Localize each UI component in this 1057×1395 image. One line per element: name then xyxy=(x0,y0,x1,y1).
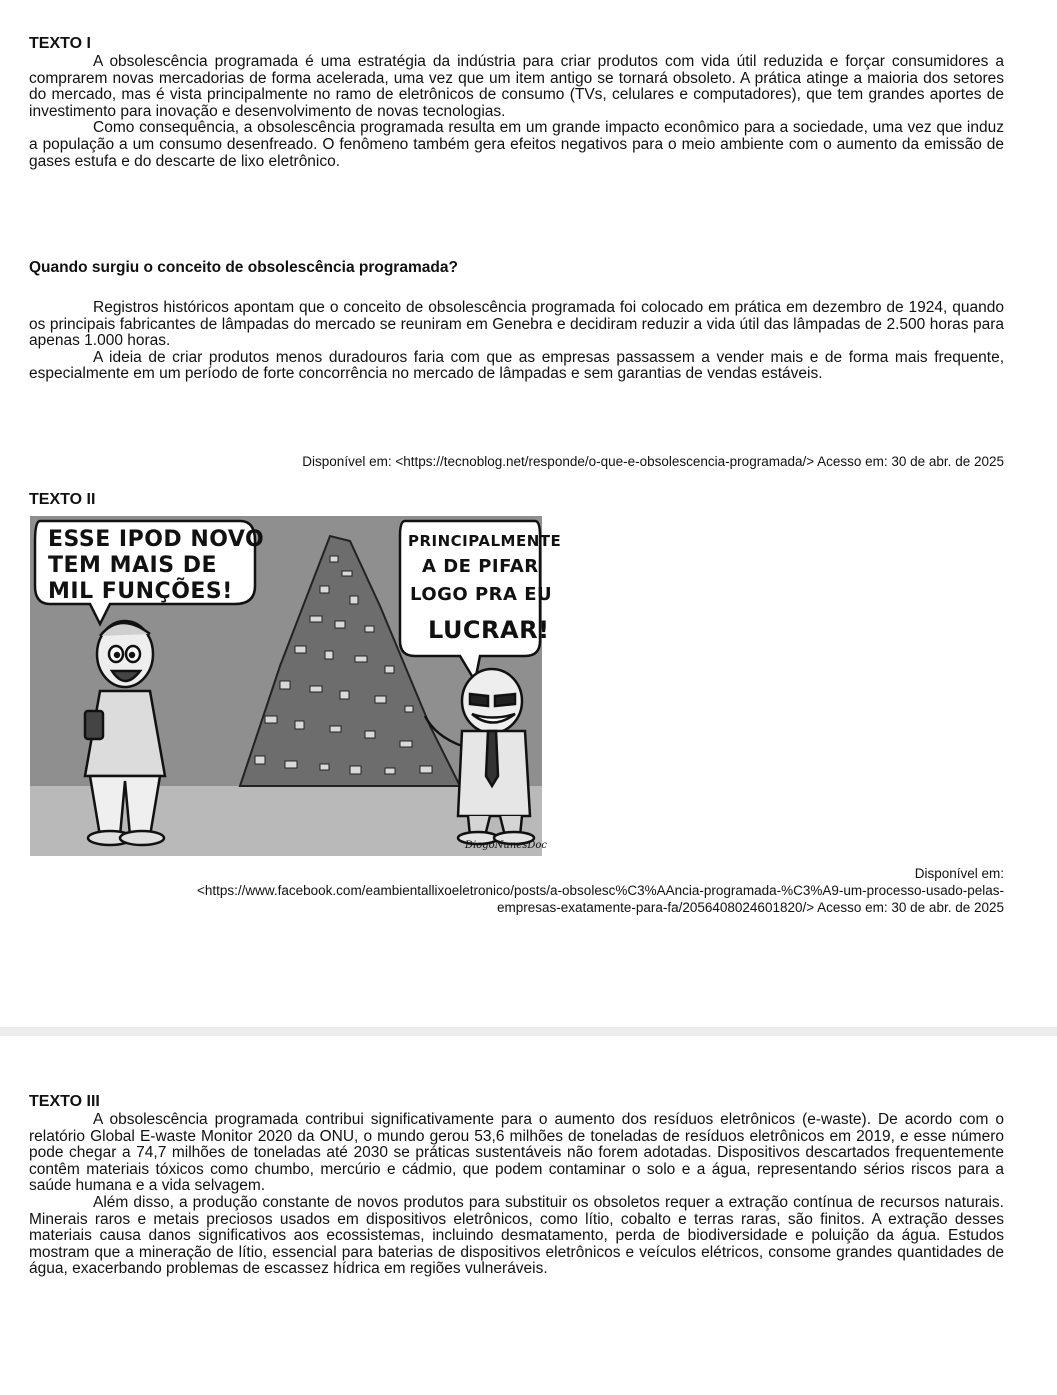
texto-3-paragraph-1: A obsolescência programada contribui significativamente para o aumento dos resíduos eletrônicos (e-waste). De acordo com o relatório Global E-waste Monitor 2020 da ONU, o mundo gerou 53,6 milhões de toneladas de resíduos eletrônicos em 2019, e esse número pode chegar a 74,7 milhões de toneladas até 2030 se práticas sustentáveis não forem adotadas. Dispositivos descartados frequentemente contêm materiais tóxicos como chumbo, mercúrio e cádmio, que podem contaminar o solo e a água, representando sérios riscos para a saúde humana e a vida selvagem. xyxy=(29,1111,1004,1195)
texto-2-heading: TEXTO II xyxy=(29,491,96,508)
texto-1-history xyxy=(29,300,1004,383)
texto-2-source-url-2: empresas-exatamente-para-fa/2056408024601820/> Acesso em: 30 de abr. de 2025 xyxy=(497,900,1004,915)
bubble-right-line-4: LUCRAR! xyxy=(428,616,550,644)
texto-3-paragraph-2: Além disso, a produção constante de novos produtos para substituir os obsoletos requer a extração contínua de recursos naturais. Minerais raros e metais preciosos usados em dispositivos eletrônicos, como lítio, cobalto e terras raras, são finitos. A extração desses materiais causa danos significativos aos ecossistemas, incluindo desmatamento, perda de biodiversidade e poluição da água. Estudos mostram que a mineração de lítio, essencial para baterias de dispositivos eletrônicos e veículos elétricos, consome grandes quantidades de água, exacerbando problemas de escassez hídrica em regiões vulneráveis. xyxy=(29,1193,1004,1278)
texto-2-source-label: Disponível em: xyxy=(914,866,1004,881)
bubble-left-line-2: TEM MAIS DE xyxy=(48,553,217,578)
cartoon-image xyxy=(30,516,562,856)
texto-1-source: Disponível em: <https://tecnoblog.net/responde/o-que-e-obsolescencia-programada/> Acesso em: 30 de abr. de 2025 xyxy=(302,454,1004,469)
bubble-right-line-3: LOGO PRA EU xyxy=(410,584,553,605)
bubble-right-line-2: A DE PIFAR xyxy=(422,556,539,577)
cartoon-illustration xyxy=(30,516,562,856)
texto-3-section xyxy=(29,1092,1004,1278)
texto-1-paragraph-3: Registros históricos apontam que o conceito de obsolescência programada foi colocado em prática em dezembro de 1924, quando os principais fabricantes de lâmpadas do mercado se reuniram em Genebra e decidiram reduzir a vida útil das lâmpadas de 2.500 horas para apenas 1.000 horas. xyxy=(29,299,1004,350)
bubble-left-line-3: MIL FUNÇÕES! xyxy=(48,579,233,604)
cartoon-signature: DiogoNunesDoc xyxy=(465,840,547,851)
texto-1-heading: TEXTO I xyxy=(29,35,91,52)
texto-3-heading: TEXTO III xyxy=(29,1093,100,1110)
page-divider xyxy=(0,1027,1057,1036)
texto-1-section xyxy=(29,34,1004,170)
texto-1-subheading: Quando surgiu o conceito de obsolescência programada? xyxy=(29,259,458,276)
bubble-right-line-1: PRINCIPALMENTE xyxy=(408,532,562,550)
bubble-left-line-1: ESSE IPOD NOVO xyxy=(48,527,265,552)
texto-1-paragraph-2: Como consequência, a obsolescência programada resulta em um grande impacto econômico para a sociedade, uma vez que induz a população a um consumo desenfreado. O fenômeno também gera efeitos negativos para o meio ambiente com o aumento da emissão de gases estufa e do descarte de lixo eletrônico. xyxy=(29,119,1004,170)
texto-2-source-url-1: <https://www.facebook.com/eambientallixoeletronico/posts/a-obsolesc%C3%AAncia-programada-%C3%A9-um-processo-usado-pelas- xyxy=(196,883,1004,898)
texto-1-paragraph-1: A obsolescência programada é uma estratégia da indústria para criar produtos com vida útil reduzida e forçar consumidores a comprarem novas mercadorias de forma acelerada, uma vez que um item antigo se tornará obsoleto. A prática atinge a maioria dos setores do mercado, mas é vista principalmente no ramo de eletrônicos de consumo (TVs, celulares e computadores), que tem grandes aportes de investimento para inovação e desenvolvimento de novas tecnologias. xyxy=(29,53,1004,120)
texto-1-paragraph-4: A ideia de criar produtos menos duradouros faria com que as empresas passassem a vender mais e de forma mais frequente, especialmente em um período de forte concorrência no mercado de lâmpadas e sem garantias de vendas estáveis. xyxy=(29,348,1004,383)
